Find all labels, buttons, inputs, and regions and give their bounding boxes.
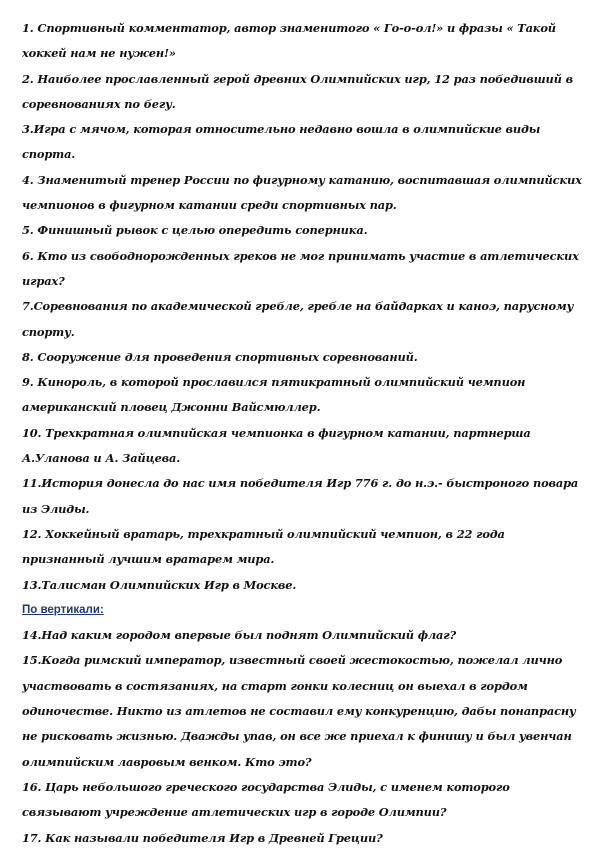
vertical-heading: По вертикали: (22, 603, 104, 616)
question-11: 11.История донесла до нас имя победителя Игр 776 г. до н.э.- быстроного повара из Элиды. (22, 476, 579, 516)
question-9: 9. Кинороль, в которой прославился пятикратный олимпийский чемпион американский пловец Джонни Вайсмюллер. (22, 375, 526, 415)
question-2: 2. Наиболее прославленный герой древних Олимпийских игр, 12 раз победивший в соревнованиях по бегу. (22, 71, 573, 111)
question-6: 6. Кто из свободнорожденных греков не мог принимать участие в атлетических играх? (22, 248, 579, 288)
question-3: 3.Игра с мячом, которая относительно недавно вошла в олимпийские виды спорта. (22, 122, 541, 162)
question-16: 16. Царь небольшого греческого государства Элиды, с именем которого связывают учреждение атлетических игр в городе Олимпии? (22, 779, 510, 820)
question-4: 4. Знаменитый тренер России по фигурному катанию, воспитавшая олимпийских чемпионов в фигурном катании среди спортивных пар. (22, 172, 582, 213)
question-5: 5. Финишный рывок с целью опередить соперника. (22, 223, 368, 238)
question-12: 12. Хоккейный вратарь, трехкратный олимпийский чемпион, в 22 года признанный лучшим вратарем мира. (22, 526, 505, 567)
question-17: 17. Как называли победителя Игр в Древней Греции? (22, 830, 383, 845)
question-13: 13.Талисман Олимпийских Игр в Москве. (22, 577, 297, 592)
question-1: 1. Спортивный комментатор, автор знаменитого « Го-о-ол!» и фразы « Такой хоккей нам не нужен!» (22, 21, 556, 61)
question-7: 7.Соревнования по академической гребле, гребле на байдарках и каноэ, парусному спорту. (22, 299, 574, 339)
question-15: 15.Когда римский император, известный своей жестокостью, пожелал лично участвовать в состязаниях, на старт гонки колесниц он выехал в гордом одиночестве. Никто из атлетов не составил ему конкуренцию, дабы понапрасну не рисковать жизнью. Дважды упав, он все же приехал к финишу и был увенчан олимпийским лавровым венком. Кто это? (22, 653, 576, 769)
crossword-questions (22, 16, 582, 851)
question-10: 10. Трехкратная олимпийская чемпионка в фигурном катании, партнерша А.Уланова и А. Зайцева. (22, 425, 531, 466)
question-14: 14.Над каким городом впервые был поднят Олимпийский флаг? (22, 628, 457, 643)
question-8: 8. Сооружение для проведения спортивных соревнований. (22, 349, 418, 364)
